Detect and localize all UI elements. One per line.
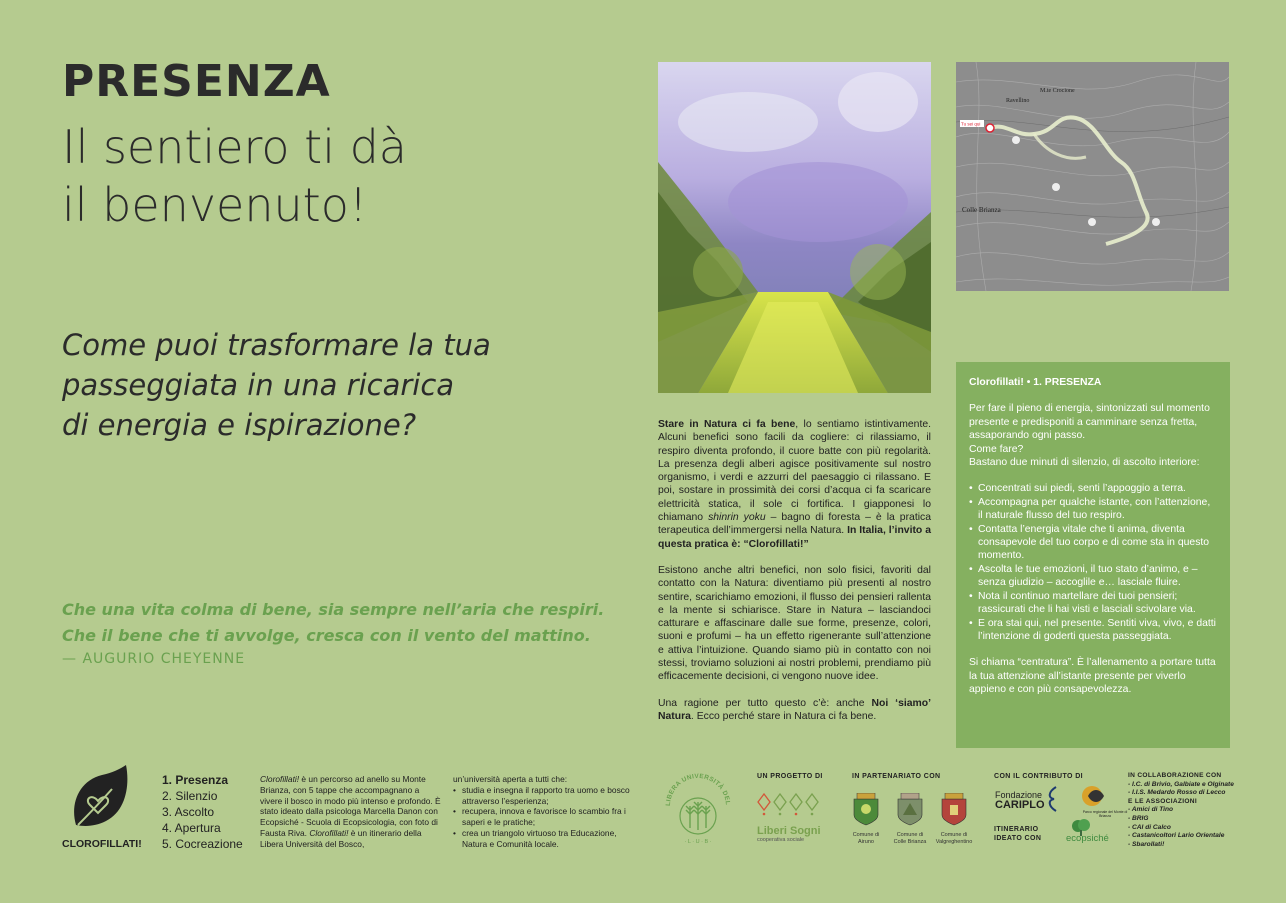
step-item: 4. Apertura (162, 821, 221, 835)
forest-path-photo (658, 62, 931, 393)
comune-valgreghentino (934, 793, 974, 845)
box-question: Come fare? (969, 443, 1024, 455)
comune-name: Comune di Valgreghentino (935, 832, 973, 845)
map-you-are-here: Tu sei qui (961, 121, 981, 127)
list-item: • E ora stai qui, nel presente. Sentiti viva, vivo, e datti l’intenzione di goderti questa passeggiata. (969, 617, 1217, 644)
collab-item: - BRIG (1128, 814, 1149, 822)
page-title: PRESENZA (62, 56, 331, 107)
collab-heading: IN COLLABORAZIONE CON (1128, 772, 1222, 779)
body-bold: In Italia, l’invito a questa pratica è: “Clorofillati!” (658, 525, 931, 550)
parco-name: Parco regionale del Monte di Brianza (1082, 810, 1128, 819)
box-title: Clorofillati! • 1. PRESENZA (969, 377, 1102, 388)
project-subtitle: cooperativa sociale (757, 837, 805, 843)
lub-logo-icon (660, 766, 736, 846)
collab-item: - Sbarollati! (1128, 840, 1165, 848)
ideato-heading-1: ITINERARIO (994, 826, 1039, 833)
lub-abbr: · L · U · B · (684, 839, 712, 845)
footer-italic: Clorofillati! (260, 774, 300, 784)
list-item: • Nota il continuo martellare dei tuoi pensieri; rassicurati che li hai visti e lasciali scivolare via. (969, 590, 1217, 617)
subtitle-line: il benvenuto! (62, 178, 368, 232)
quote-line: Che una vita colma di bene, sia sempre nell’aria che respiri. (62, 600, 605, 619)
body-bold: Stare in Natura ci fa bene (658, 419, 796, 430)
list-item: • crea un triangolo virtuoso tra Educazione, Natura e Comunità locale. (453, 828, 638, 850)
collab-item: - Castanicoltori Lario Orientale (1128, 832, 1225, 840)
map-label-crocione: M.te Crocione (1040, 88, 1075, 94)
map-label-colle: Colle Brianza (962, 206, 1001, 214)
quote-author: — AUGURIO CHEYENNE (62, 651, 246, 667)
lead-question (62, 325, 622, 445)
body-bold: Noi ‘siamo’ Natura (658, 697, 931, 722)
step-item: 2. Silenzio (162, 789, 218, 803)
body-paragraph: Esistono anche altri benefici, non solo fisici, favoriti dal contatto con la Natura: diventiamo più presenti al nostro sentire, scarichiamo emozioni, il flusso dei pensieri rallenta e la mente si schiarisce. Stare in Natura – lasciandoci catturare e affascinare dalle sue forme, presenze, colori, suoni e profumi – ha un effetto rigenerante sull’attenzione e attiva l’intuizione. Quando siamo più in contatto con noi stessi, troviamo soluzioni ai nostri problemi, prendiamo più efficacemente decisioni, ci vengono nuove idee. (658, 564, 931, 683)
cariplo-line: Fondazione (995, 790, 1043, 800)
contrib-heading: CON IL CONTRIBUTO DI (994, 773, 1084, 780)
list-item: • Accompagna per qualche istante, con l’attenzione, il naturale flusso del tuo respiro. (969, 496, 1217, 523)
logo-label: CLOROFILLATI! (62, 838, 142, 850)
valgreghentino-crest-icon (939, 793, 969, 827)
box-list (969, 482, 1217, 643)
project-name: Liberi Sogni (757, 825, 821, 837)
body-italic: shinrin yoku (708, 512, 766, 524)
comune-name: Comune di Colle Brianza (893, 832, 927, 845)
ecopsiche-name: ecopsiché (1066, 833, 1109, 844)
instruction-box (956, 362, 1230, 748)
question-line: di energia e ispirazione? (62, 408, 417, 442)
colle-brianza-crest-icon (895, 793, 925, 827)
body-span: , lo sentiamo istintivamente. Alcuni benefici sono facili da cogliere: ci rilassiamo, il respiro diventa profondo, il cuore batte con più regolarità. La presenza degli alberi agisce positivamente sul nostro organismo, i verdi e azzurri del paesaggio ci rilassano. E poi, sostare in prossimità dei corsi d’acqua ci fa scaricare elettricità statica, il sole ci fortifica. I giapponesi lo chiamano (658, 419, 931, 524)
airuno-crest-icon (851, 793, 881, 827)
lub-arc-text: LIBERA UNIVERSITÀ DEL (664, 772, 732, 807)
comune-airuno (846, 793, 886, 845)
footer-span: è un itinerario della Libera Università del Bosco, (260, 827, 422, 849)
cariplo-line: CARIPLO (995, 799, 1045, 811)
step-item: 5. Cocreazione (162, 837, 243, 851)
subtitle-line: Il sentiero ti dà (62, 120, 407, 174)
step-item: 3. Ascolto (162, 805, 215, 819)
footer-university-list (453, 785, 638, 850)
list-item: • recupera, innova e favorisce lo scambio fra i saperi e le pratiche; (453, 806, 638, 828)
list-item: • Concentrati sui piedi, senti l’appoggio a terra. (969, 482, 1217, 495)
cariplo-logo (995, 790, 1045, 810)
ideato-heading-2: IDEATO CON (994, 835, 1042, 842)
box-outro: Si chiama “centratura”. È l’allenamento a portare tutta la tua attenzione all’istante presente per viverlo appieno e con più consapevolezza. (969, 657, 1216, 696)
footer-italic: Clorofillati! (309, 827, 349, 838)
partner-heading: IN PARTENARIATO CON (852, 773, 941, 780)
collab-item: - I.I.S. Medardo Rosso di Lecco (1128, 789, 1226, 797)
collab-item: - I.C. di Brivio, Galbiate e Olginate (1128, 780, 1234, 788)
footer-university (453, 774, 638, 850)
box-question-2: Bastano due minuti di silenzio, di ascolto interiore: (969, 457, 1200, 469)
page-subtitle (62, 118, 622, 234)
footer-university-intro: un’università aperta a tutti che: (453, 774, 568, 784)
quote-line: Che il bene che ti avvolge, cresca con il vento del mattino. (62, 626, 591, 645)
collaborations (1128, 772, 1278, 849)
list-item: • studia e insegna il rapporto tra uomo e bosco attraverso l’esperienza; (453, 785, 638, 807)
question-line: passeggiata in una ricarica (62, 368, 455, 402)
footer-description (260, 774, 442, 850)
question-line: Come puoi trasformare la tua (62, 328, 491, 362)
comune-colle-brianza (890, 793, 930, 845)
box-intro: Per fare il pieno di energia, sintonizzati sul momento presente e predisponiti a camminare senza fretta, assaporando ogni passo. (969, 403, 1210, 442)
steps-list (162, 772, 243, 852)
body-span: – bagno di foresta – è la pratica terapeutica dell’immergersi nella Natura. (658, 512, 931, 537)
cheyenne-quote (62, 597, 642, 667)
body-paragraph (658, 697, 931, 724)
project-heading: UN PROGETTO DI (757, 773, 823, 780)
collab-heading: E LE ASSOCIAZIONI (1128, 797, 1197, 805)
leaf-logo-icon (68, 765, 132, 831)
body-text (658, 418, 931, 736)
body-paragraph (658, 418, 931, 551)
collab-item: - Amici di Tino (1128, 806, 1174, 814)
footer-span: è un percorso ad anello su Monte Brianza, con 5 tappe che accompagnano a vivere il bosco in modo più intenso e profondo. È stato ideato dalla psicologa Marcella Danon con Ecopsiché - Scuola di Ecopsicologia, con foto di Fausta Riva. (260, 774, 441, 838)
body-span: Una ragione per tutto questo c’è: anche (658, 697, 872, 709)
list-item: • Ascolta le tue emozioni, il tuo stato d’animo, e – senza giudizio – accoglile e… lasciale fluire. (969, 563, 1217, 590)
trail-map (956, 62, 1229, 291)
step-item: 1. Presenza (162, 773, 229, 787)
map-label-ravellino: Ravellino (1006, 98, 1030, 104)
body-span: . Ecco perché stare in Natura ci fa bene. (690, 710, 877, 722)
collab-item: - CAI di Calco (1128, 823, 1171, 831)
comune-name: Comune di Airuno (852, 832, 880, 845)
list-item: • Contatta l’energia vitale che ti anima, diventa consapevole del tuo corpo e di come sta in questo momento. (969, 523, 1217, 563)
cariplo-mark-icon (1046, 786, 1060, 816)
